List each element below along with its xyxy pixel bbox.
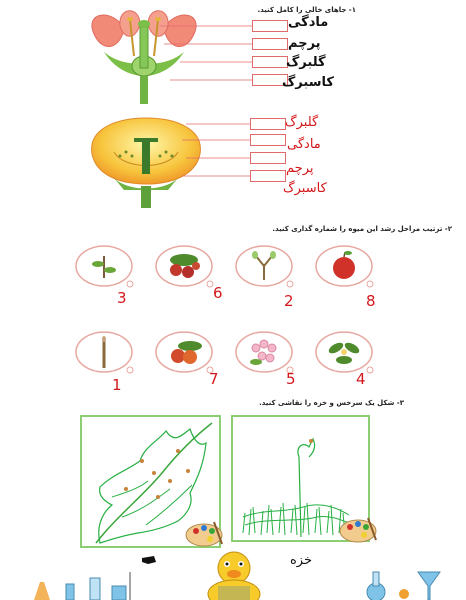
leader-lines-2 bbox=[180, 118, 260, 198]
flower2-answer-sepal: کاسبرگ bbox=[283, 181, 327, 196]
answer-number: 7 bbox=[209, 370, 219, 388]
thought-bubble bbox=[314, 244, 378, 288]
thought-bubble bbox=[234, 330, 298, 374]
thought-bubble bbox=[74, 244, 138, 288]
palette-icon bbox=[338, 516, 378, 544]
answer-number: 1 bbox=[112, 376, 122, 394]
ink-blot bbox=[140, 554, 158, 566]
answer-box[interactable] bbox=[250, 118, 286, 130]
thought-bubble bbox=[154, 244, 218, 288]
answer-number: 8 bbox=[366, 292, 376, 310]
duck-icon bbox=[206, 548, 262, 600]
thought-bubble bbox=[154, 330, 218, 374]
answer-number: 4 bbox=[356, 370, 366, 388]
flower1-label-pistil: مادگی bbox=[288, 15, 329, 30]
thought-bubble bbox=[74, 330, 138, 374]
answer-number: 6 bbox=[213, 284, 223, 302]
answer-box[interactable] bbox=[250, 170, 286, 182]
answer-number: 5 bbox=[286, 370, 296, 388]
answer-box[interactable] bbox=[252, 20, 288, 32]
flower1-label-stamen: پرچم bbox=[288, 36, 321, 51]
moss-label: خزه bbox=[290, 553, 313, 568]
flower2-answer-petal: گلبرگ bbox=[285, 115, 319, 130]
answer-number: 3 bbox=[117, 289, 127, 307]
answer-box[interactable] bbox=[250, 152, 286, 164]
question-2-title: ۲- ترتیب مراحل رشد این میوه را شماره گذاری کنید. bbox=[272, 225, 452, 233]
lab-glassware-icon bbox=[360, 568, 446, 600]
flower1-label-sepal: کاسبرگ bbox=[282, 75, 334, 90]
leader-lines-1 bbox=[150, 10, 260, 90]
thought-bubble bbox=[314, 330, 378, 374]
flower2-answer-pistil: مادگی bbox=[287, 137, 321, 152]
question-3-title: ۳- شکل یک سرخس و خزه را نقاشی کنید. bbox=[259, 399, 404, 407]
answer-number: 2 bbox=[284, 292, 294, 310]
lab-glassware-icon bbox=[30, 572, 140, 600]
flower2-answer-stamen: پرچم bbox=[286, 161, 314, 176]
question-1-title: ۱- جاهای خالی را کامل کنید. bbox=[257, 6, 356, 14]
answer-box[interactable] bbox=[252, 38, 288, 50]
flower1-label-petal: گلبرگ bbox=[286, 55, 326, 70]
answer-box[interactable] bbox=[252, 56, 288, 68]
palette-icon bbox=[184, 520, 224, 548]
thought-bubble bbox=[234, 244, 298, 288]
answer-box[interactable] bbox=[250, 134, 286, 146]
